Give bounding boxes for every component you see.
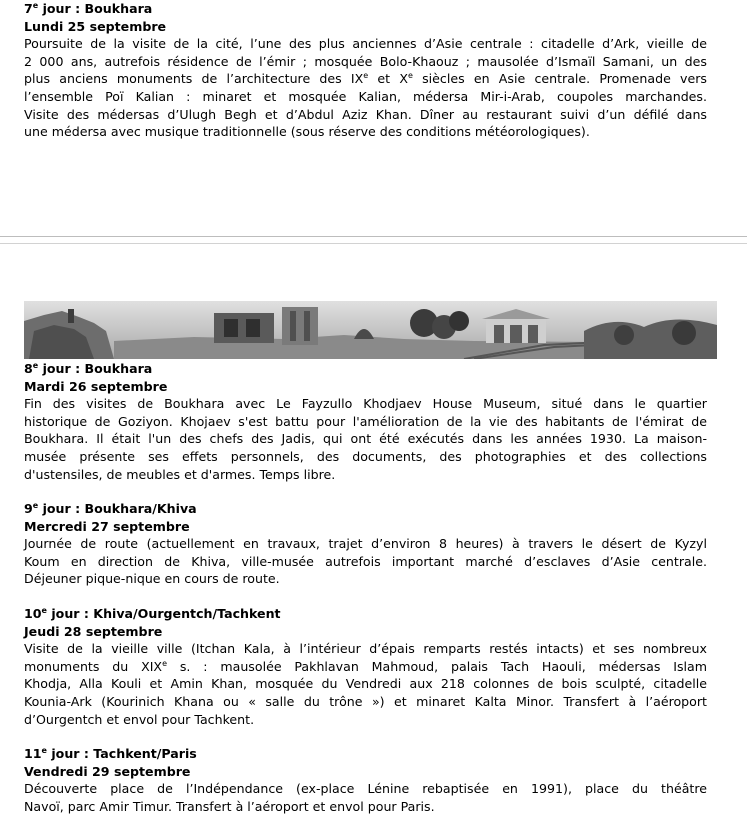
paragraph-line: Koum en direction de Khiva, ville-musée autrefois important marché d’esclaves d’Asie centrale. bbox=[24, 553, 707, 569]
day-11-ordinal: e bbox=[41, 745, 47, 755]
paragraph-line: Journée de route (actuellement en travaux, trajet d’environ 8 heures) à travers le désert de Kyzyl bbox=[24, 536, 707, 552]
day-9-date: Mercredi 27 septembre bbox=[24, 518, 190, 534]
paragraph-line: d'ustensiles, de meubles et d'armes. Temps libre. bbox=[24, 466, 336, 482]
paragraph-line: plus anciens monuments de l’architecture des IXe et Xe siècles en Asie centrale. Promenade vers bbox=[24, 71, 707, 87]
paragraph-line: musée présente ses effets personnels, des documents, des photographies et des collections bbox=[24, 448, 707, 464]
day-9-ordinal: e bbox=[32, 500, 39, 510]
day-9-place: jour : Boukhara/Khiva bbox=[38, 501, 197, 516]
day-10-section bbox=[24, 605, 707, 728]
day-7-place: jour : Boukhara bbox=[38, 1, 153, 16]
day-7-number: 7 bbox=[24, 1, 33, 16]
paragraph-line: historique de Goziyon. Khojaev s'est battu pour l'amélioration de la vie des habitants de l'émirat de bbox=[24, 413, 707, 429]
day-11-section bbox=[24, 745, 707, 815]
paragraph-line: Fin des visites de Boukhara avec Le Fayzullo Khodjaev House Museum, situé dans le quartier bbox=[24, 396, 707, 412]
day-11-number: 11 bbox=[24, 746, 42, 761]
paragraph-line: Boukhara. Il était l'un des chefs des Jadis, qui ont été exécutés dans les années 1930. La maison- bbox=[24, 431, 707, 447]
day-10-date: Jeudi 28 septembre bbox=[24, 623, 163, 639]
day-11-date: Vendredi 29 septembre bbox=[24, 763, 191, 779]
paragraph-line: d’Ourgentch et envol pour Tachkent. bbox=[24, 711, 255, 727]
day-7-ordinal: e bbox=[32, 0, 39, 10]
monuments-banner-image bbox=[24, 301, 717, 359]
page-divider-bottom bbox=[0, 243, 747, 244]
day-8-title bbox=[24, 360, 707, 378]
day-8-number: 8 bbox=[24, 361, 33, 376]
paragraph-line: l’ensemble Poï Kalian : minaret et mosquée Kalian, médersa Mir-i-Arab, coupoles marchandes. bbox=[24, 88, 707, 104]
day-10-place: jour : Khiva/Ourgentch/Tachkent bbox=[46, 606, 281, 621]
day-11-place: jour : Tachkent/Paris bbox=[46, 746, 197, 761]
paragraph-line: 2 000 ans, autrefois résidence de l’émir ; mosquée Bolo-Khaouz ; mausolée d’Ismaïl Samani, un des bbox=[24, 53, 707, 69]
page-divider-top bbox=[0, 236, 747, 237]
monuments-banner-illustration bbox=[24, 301, 717, 359]
day-9-section bbox=[24, 500, 707, 588]
day-9-title bbox=[24, 500, 707, 518]
paragraph-line: Khodja, Alla Kouli et Amin Khan, mosquée du Vendredi aux 218 colonnes de bois sculpté, citadelle bbox=[24, 676, 707, 692]
paragraph-line: monuments du XIXe s. : mausolée Pakhlavan Mahmoud, palais Tach Haouli, médersas Islam bbox=[24, 658, 708, 674]
day-7-date: Lundi 25 septembre bbox=[24, 18, 167, 34]
day-8-date: Mardi 26 septembre bbox=[24, 378, 168, 394]
day-9-description bbox=[24, 535, 707, 588]
paragraph-line: Poursuite de la visite de la cité, l’une des plus anciennes d’Asie centrale : citadelle d’Ark, vieille de bbox=[24, 36, 707, 52]
paragraph-line: une médersa avec musique traditionnelle (sous réserve des conditions météorologiques). bbox=[24, 124, 590, 140]
day-9-number: 9 bbox=[24, 501, 33, 516]
paragraph-line: Visite des médersas d’Ulugh Begh et d’Abdul Aziz Khan. Dîner au restaurant suivi d’un défilé dans bbox=[24, 106, 707, 122]
day-8-place: jour : Boukhara bbox=[38, 361, 153, 376]
day-11-description bbox=[24, 780, 707, 815]
paragraph-line: Visite de la vieille ville (Itchan Kala, à l’intérieur d’épais remparts restés intacts) et ses nombreux bbox=[24, 641, 707, 657]
day-11-title bbox=[24, 745, 707, 763]
day-7-title bbox=[24, 0, 707, 18]
day-10-ordinal: e bbox=[41, 605, 47, 615]
paragraph-line: Découverte place de l’Indépendance (ex-place Lénine rebaptisée en 1991), place du théâtre bbox=[24, 781, 707, 797]
day-7-description bbox=[24, 35, 707, 141]
day-8-ordinal: e bbox=[32, 360, 39, 370]
paragraph-line: Navoï, parc Amir Timur. Transfert à l’aéroport et envol pour Paris. bbox=[24, 798, 435, 814]
day-8-section bbox=[24, 360, 707, 483]
day-8-description bbox=[24, 395, 707, 483]
day-10-number: 10 bbox=[24, 606, 42, 621]
day-10-description bbox=[24, 640, 707, 728]
day-7-section bbox=[24, 0, 707, 141]
day-10-title bbox=[24, 605, 707, 623]
paragraph-line: Kounia-Ark (Kourinich Khana ou « salle du trône ») et minaret Kalta Minor. Transfert à l’aéroport bbox=[24, 693, 707, 709]
paragraph-line: Déjeuner pique-nique en cours de route. bbox=[24, 571, 280, 587]
